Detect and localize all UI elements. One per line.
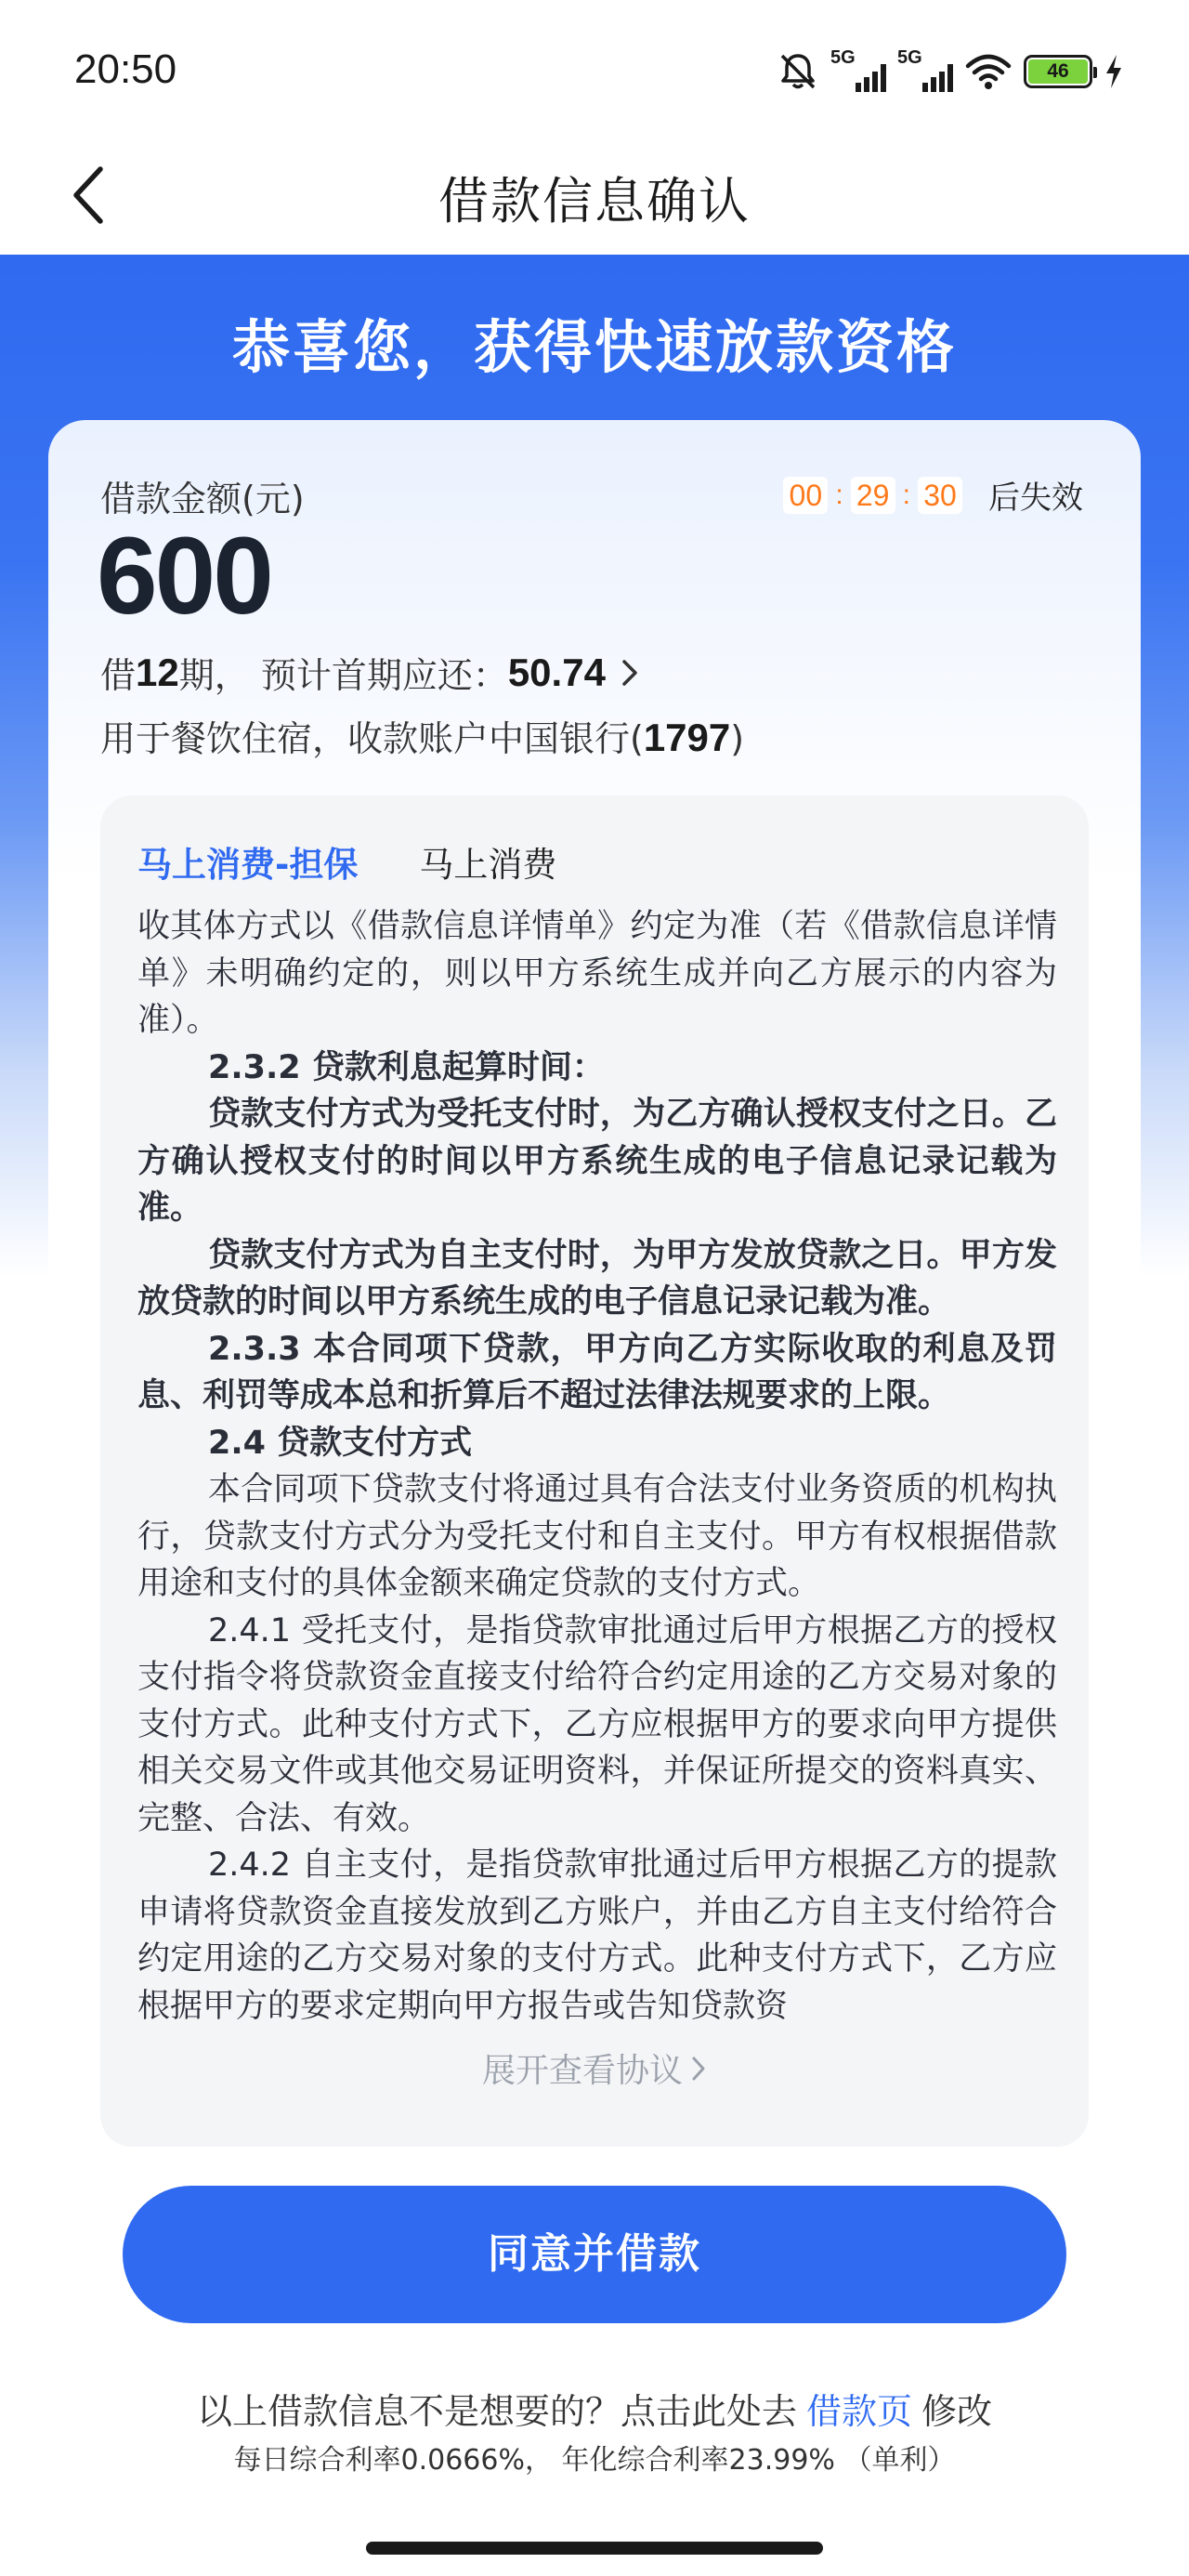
footer-note-suffix: 修改 xyxy=(921,2391,993,2432)
agreement-paragraph: 2.4 贷款支付方式 xyxy=(208,1424,473,1462)
signal-icon xyxy=(830,47,886,92)
battery-icon xyxy=(1024,55,1092,88)
interest-rate-note: 每日综合利率0.0666%， 年化综合利率23.99% （单利） xyxy=(233,2444,956,2477)
nav-bar xyxy=(0,139,1189,255)
charging-icon xyxy=(1104,53,1124,90)
bell-muted-icon xyxy=(777,50,819,93)
chevron-right-icon xyxy=(690,2055,707,2083)
countdown-separator: : xyxy=(902,479,910,510)
countdown-suffix: 后失效 xyxy=(988,480,1083,517)
hero-title: 恭喜您，获得快速放款资格 xyxy=(231,313,957,381)
page-title: 借款信息确认 xyxy=(438,172,751,230)
loan-page-link[interactable]: 借款页 xyxy=(805,2391,912,2432)
agreement-paragraph: 2.4.1 受托支付，是指贷款审批通过后甲方根据乙方的授权支付指令将贷款资金直接支付给符合约定用途的乙方交易对象的支付方式。此种支付方式下，乙方应根据甲方的要求向甲方提供相关交易文件或其他交易证明资料，并保证所提交的资料真实、完整、合法、有效。 xyxy=(137,1611,1057,1837)
expand-agreement-label: 展开查看协议 xyxy=(481,2052,683,2090)
countdown-timer xyxy=(783,472,1083,518)
agreement-tabs xyxy=(137,836,556,887)
home-indicator[interactable] xyxy=(366,2542,823,2555)
expand-agreement-link[interactable] xyxy=(100,2044,1089,2092)
footer-note xyxy=(48,2383,1141,2434)
status-bar xyxy=(0,0,1189,139)
agree-and-borrow-button[interactable]: 同意并借款 xyxy=(123,2186,1066,2323)
loan-card xyxy=(48,420,1141,2531)
loan-amount: 600 xyxy=(97,515,271,637)
purpose-prefix: 用于餐饮住宿，收款账户中国银行( xyxy=(100,718,644,759)
chevron-right-icon xyxy=(621,658,639,688)
countdown-separator: : xyxy=(835,479,843,510)
installment-info[interactable] xyxy=(100,647,639,698)
countdown-minutes: 29 xyxy=(851,477,895,514)
first-payment-amount: 50.74 xyxy=(507,650,606,694)
battery-level: 46 xyxy=(1028,59,1088,84)
agreement-paragraph: 贷款支付方式为受托支付时，为乙方确认授权支付之日。乙方确认授权支付的时间以甲方系统生成的电子信息记录记载为准。 xyxy=(137,1096,1057,1227)
agreement-panel xyxy=(100,795,1089,2147)
signal-label: 5G xyxy=(830,47,856,68)
agreement-paragraph: 贷款支付方式为自主支付时，为甲方发放贷款之日。甲方发放贷款的时间以甲方系统生成的电子信息记录记载为准。 xyxy=(137,1236,1057,1321)
signal-label: 5G xyxy=(897,47,922,68)
agreement-paragraph: 2.3.2 贷款利息起算时间： xyxy=(208,1048,605,1086)
tab-mashang[interactable]: 马上消费 xyxy=(419,845,557,885)
amount-label: 借款金额(元) xyxy=(100,479,305,519)
countdown-seconds: 30 xyxy=(918,477,962,514)
agreement-paragraph: 收其体方式以《借款信息详情单》约定为准（若《借款信息详情单》未明确约定的，则以甲方系统生成并向乙方展示的内容为准）。 xyxy=(137,908,1057,1039)
countdown-hours: 00 xyxy=(783,477,828,514)
footer-note-prefix: 以上借款信息不是想要的？点击此处去 xyxy=(196,2391,797,2432)
agreement-paragraph: 2.4.2 自主支付，是指贷款审批通过后甲方根据乙方的提款申请将贷款资金直接发放到乙方账户，并由乙方自主支付给符合约定用途的乙方交易对象的支付方式。此种支付方式下，乙方应根据甲方的要求定期向甲方报告或告知贷款资 xyxy=(137,1847,1057,2025)
installment-mid: 期， 预计首期应还： xyxy=(178,655,508,696)
tab-guarantee[interactable]: 马上消费-担保 xyxy=(137,845,359,885)
signal-icon xyxy=(897,47,953,92)
agreement-text[interactable] xyxy=(137,908,1057,2025)
status-icons xyxy=(777,48,1124,95)
account-tail: 1797 xyxy=(643,716,731,759)
agreement-paragraph: 本合同项下贷款支付将通过具有合法支付业务资质的机构执行，贷款支付方式分为受托支付和自主支付。甲方有权根据借款用途和支付的具体金额来确定贷款的支付方式。 xyxy=(137,1471,1057,1602)
status-time: 20:50 xyxy=(74,46,177,92)
agreement-paragraph: 2.3.3 本合同项下贷款，甲方向乙方实际收取的利息及罚息、利罚等成本总和折算后不超过法律法规要求的上限。 xyxy=(137,1330,1057,1414)
purpose-info xyxy=(100,710,744,761)
installment-prefix: 借 xyxy=(100,655,137,696)
installment-count: 12 xyxy=(136,650,179,694)
wifi-icon xyxy=(964,53,1013,90)
purpose-suffix: ) xyxy=(730,718,745,759)
